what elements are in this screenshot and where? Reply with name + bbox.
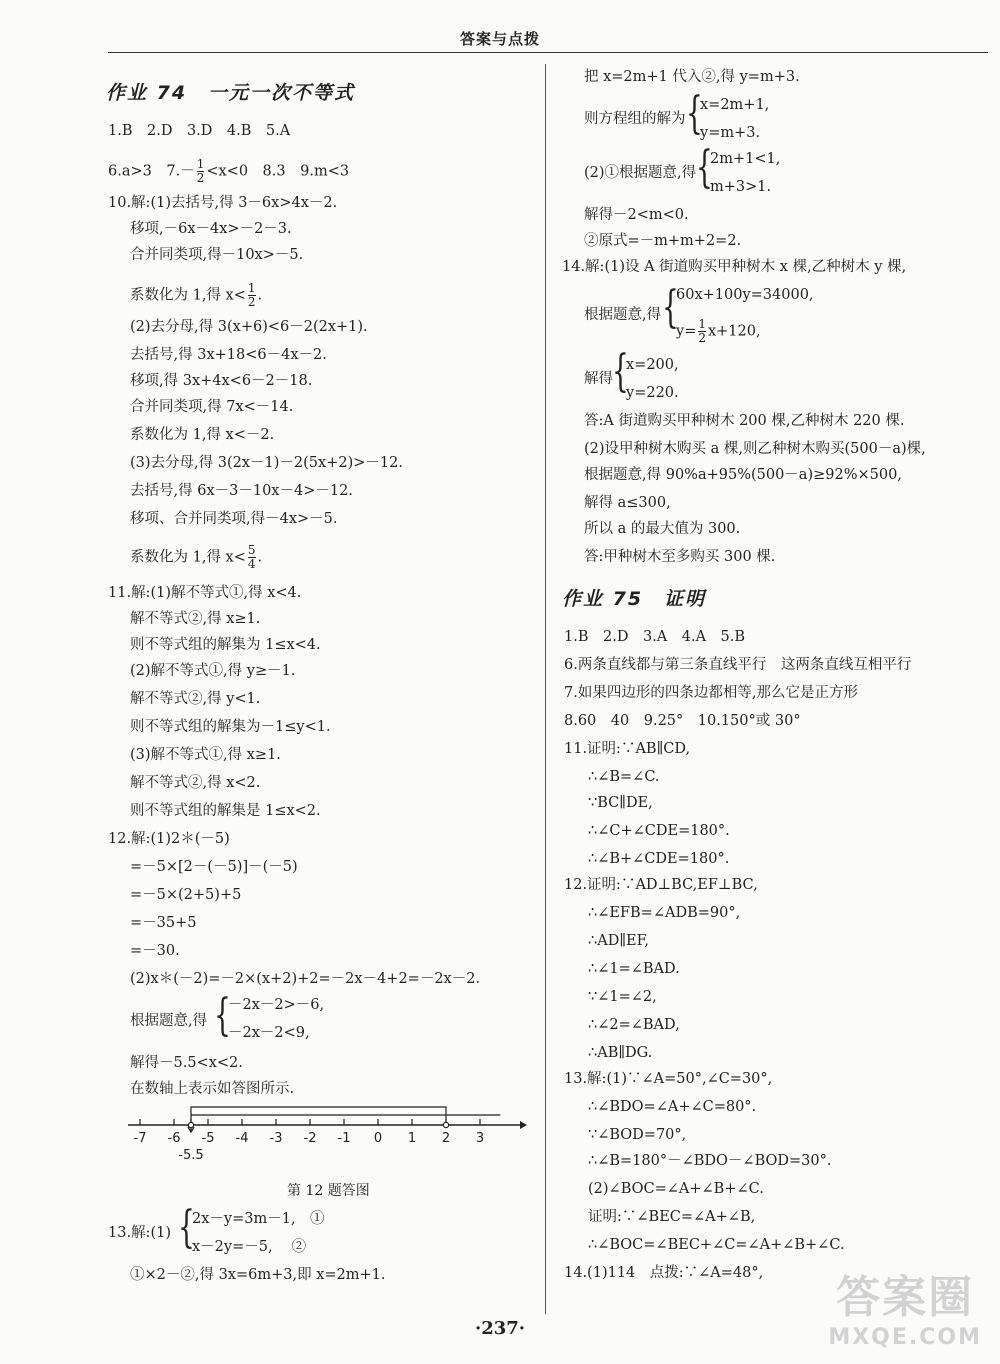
q14-line-5: (2)设甲种树木购买 a 棵,则乙种树木购买(500－a)棵, <box>584 441 926 457</box>
q10-line-1: 10.解:(1)去括号,得 3－6x>4x－2. <box>108 195 338 211</box>
q10-line-12: 移项、合并同类项,得－4x>－5. <box>130 511 338 527</box>
tick-label: 0 <box>373 1131 383 1146</box>
q14-system-eq-1: 60x+100y=34000, <box>676 287 814 303</box>
system-brace: { <box>662 282 679 333</box>
endpoint-label: -5.5 <box>178 1148 204 1163</box>
sec75-q14-line-1: 14.(1)114 点拨:∵∠A=48°, <box>564 1265 764 1281</box>
tick-label: -1 <box>337 1131 351 1146</box>
sec75-q13-line-7: ∴∠BOC=∠BEC+∠C=∠A+∠B+∠C. <box>588 1237 845 1253</box>
column-divider <box>545 64 546 1314</box>
sec75-q13-line-1: 13.解:(1)∵∠A=50°,∠C=30°, <box>564 1071 773 1087</box>
q10-line-5: (2)去分母,得 3(x+6)<6－2(2x+1). <box>130 319 368 335</box>
tick-label: 3 <box>475 1131 485 1146</box>
q12-line-6: (2)x＊(－2)=－2×(x+2)+2=－2x－4+2=－2x－2. <box>130 971 481 987</box>
fraction: $\frac{1}{2}$ <box>196 157 205 185</box>
r-system2-eq-2: m+3>1. <box>710 179 772 195</box>
watermark-logo: 答案圈 <box>836 1272 975 1323</box>
q11-line-1: 11.解:(1)解不等式①,得 x<4. <box>108 585 302 601</box>
q13-system-eq-1: 2x－y=3m－1, ① <box>192 1211 325 1227</box>
r-line-1: 把 x=2m+1 代入②,得 y=m+3. <box>584 69 800 85</box>
q10-line-2: 移项,－6x－4x>－2－3. <box>130 221 292 237</box>
sec75-q11-line-3: ∵BC∥DE, <box>588 795 653 811</box>
q12-system-eq-1: －2x－2>－6, <box>228 997 325 1013</box>
q14-system-eq-2: y= $\frac{1}{2}$ x+120, <box>676 317 761 345</box>
sec75-q12-line-3: ∴AD∥EF, <box>588 933 650 949</box>
solution-interval-1 <box>191 1107 446 1125</box>
sec75-q13-line-6: 证明:∵∠BEC=∠A+∠B, <box>588 1209 756 1225</box>
q14-line-8: 所以 a 的最大值为 300. <box>584 521 741 537</box>
q11-line-2: 解不等式②,得 x≥1. <box>130 611 261 627</box>
sec75-q12-line-5: ∵∠1=∠2, <box>588 989 657 1005</box>
r-line-4: 解得－2<m<0. <box>584 207 689 223</box>
figure-caption: 第 12 题答图 <box>287 1183 370 1199</box>
sec75-q11-line-5: ∴∠B+∠CDE=180°. <box>588 851 730 867</box>
sec75-q13-line-4: ∴∠B=180°－∠BDO－∠BOD=30°. <box>588 1153 832 1169</box>
fraction: $\frac{1}{2}$ <box>247 281 256 309</box>
fraction: $\frac{5}{4}$ <box>247 543 256 571</box>
tick-label: -3 <box>269 1131 283 1146</box>
sec75-q11-line-1: 11.证明:∵AB∥CD, <box>564 741 691 757</box>
r-system-eq-1: x=2m+1, <box>700 97 770 113</box>
q11-line-8: 解不等式②,得 x<2. <box>130 775 261 791</box>
q11-line-4: (2)解不等式①,得 y≥－1. <box>130 663 296 679</box>
tick-label: -5 <box>201 1131 215 1146</box>
q10-line-6: 去括号,得 3x+18<6－4x－2. <box>130 347 327 363</box>
q13-line-1: 13.解:(1) <box>108 1225 171 1241</box>
sec75-q13-line-3: ∵∠BOD=70°, <box>588 1127 687 1143</box>
r-system2-eq-1: 2m+1<1, <box>710 151 781 167</box>
tick-label: -6 <box>167 1131 181 1146</box>
tick-label: -4 <box>235 1131 249 1146</box>
q12-line-7: 根据题意,得 <box>130 1013 208 1029</box>
q14-line-4: 答:A 街道购买甲种树木 200 棵,乙种树木 220 棵. <box>584 413 905 429</box>
system-brace: { <box>686 88 703 139</box>
sec75-q12-line-6: ∴∠2=∠BAD, <box>588 1017 680 1033</box>
q12-line-9: 在数轴上表示如答图所示. <box>130 1081 295 1097</box>
sec75-answers-1-5: 1.B 2.D 3.A 4.A 5.B <box>564 629 746 645</box>
sec75-q11-line-2: ∴∠B=∠C. <box>588 769 660 785</box>
q10-line-10: (3)去分母,得 3(2x－1)－2(5x+2)>－12. <box>130 455 403 471</box>
q14-line-1: 14.解:(1)设 A 街道购买甲种树木 x 棵,乙种树木 y 棵, <box>562 259 907 275</box>
r-system-eq-2: y=m+3. <box>700 125 761 141</box>
q12-line-1: 12.解:(1)2＊(－5) <box>108 831 230 847</box>
system-brace: { <box>214 990 231 1041</box>
page-number: ·237· <box>474 1318 526 1339</box>
watermark <box>828 1261 982 1350</box>
sec75-q12-line-1: 12.证明:∵AD⊥BC,EF⊥BC, <box>564 877 758 893</box>
sec75-q13-line-5: (2)∠BOC=∠A+∠B+∠C. <box>588 1181 764 1197</box>
header-rule <box>108 52 988 53</box>
q14-solution-2: y=220. <box>626 385 679 401</box>
system-brace: { <box>612 346 629 397</box>
q14-solution-1: x=200, <box>626 357 679 373</box>
q14-line-2: 根据题意,得 <box>584 307 662 323</box>
q12-line-8: 解得－5.5<x<2. <box>130 1055 243 1071</box>
sec75-q12-line-7: ∴AB∥DG. <box>588 1045 653 1061</box>
q11-line-3: 则不等式组的解集为 1≤x<4. <box>130 637 321 653</box>
q10-line-3: 合并同类项,得－10x>－5. <box>130 247 304 263</box>
sec75-answer-6: 6.两条直线都与第三条直线平行 这两条直线互相平行 <box>564 657 912 673</box>
r-line-5: ②原式=－m+m+2=2. <box>584 233 742 249</box>
fraction: $\frac{1}{2}$ <box>698 317 706 345</box>
q11-line-6: 则不等式组的解集为－1≤y<1. <box>130 719 331 735</box>
open-endpoint <box>188 1122 193 1127</box>
q12-line-4: =－35+5 <box>130 915 197 931</box>
sec75-q12-line-4: ∴∠1=∠BAD. <box>588 961 680 977</box>
q14-line-3: 解得 <box>584 371 613 387</box>
q14-line-9: 答:甲种树木至多购买 300 棵. <box>584 549 776 565</box>
q14-line-7: 解得 a≤300, <box>584 495 671 511</box>
sec75-q11-line-4: ∴∠C+∠CDE=180°. <box>588 823 730 839</box>
tick-label: 1 <box>407 1131 417 1146</box>
answers-1-5: 1.B 2.D 3.D 4.B 5.A <box>108 123 291 139</box>
section-75-title: 作业 75 证明 <box>562 588 707 610</box>
section-74-title: 作业 74 一元一次不等式 <box>106 82 356 104</box>
q11-line-9: 则不等式组的解集是 1≤x<2. <box>130 803 321 819</box>
r-line-2: 则方程组的解为 <box>584 111 686 127</box>
q10-line-11: 去括号,得 6x－3－10x－4>－12. <box>130 483 353 499</box>
q10-line-8: 合并同类项,得 7x<－14. <box>130 399 294 415</box>
tick-label: -2 <box>303 1131 317 1146</box>
q12-line-3: =－5×(2+5)+5 <box>130 887 242 903</box>
answers-6-9: 6.a>3 7.－ $\frac{1}{2}$ <x<0 8.3 9.m<3 <box>108 157 350 185</box>
tick-label: 2 <box>441 1131 451 1146</box>
system-brace: { <box>696 142 713 193</box>
q12-line-5: =－30. <box>130 943 180 959</box>
page-header: 答案与点拨 <box>459 30 540 48</box>
sec75-answers-8-10: 8.60 40 9.25° 10.150°或 30° <box>564 713 801 729</box>
q10-line-13: 系数化为 1,得 x< $\frac{5}{4}$ . <box>130 543 263 571</box>
number-line-arrow <box>520 1121 527 1129</box>
sec75-q13-line-2: ∴∠BDO=∠A+∠C=80°. <box>588 1099 757 1115</box>
r-line-3: (2)①根据题意,得 <box>584 165 697 181</box>
q10-line-4: 系数化为 1,得 x< $\frac{1}{2}$ . <box>130 281 263 309</box>
q12-system-eq-2: －2x－2<9, <box>228 1025 310 1041</box>
system-brace: { <box>178 1202 195 1253</box>
q10-line-7: 移项,得 3x+4x<6－2－18. <box>130 373 313 389</box>
sec75-answer-7: 7.如果四边形的四条边都相等,那么它是正方形 <box>564 685 858 701</box>
q13-line-2: ①×2－②,得 3x=6m+3,即 x=2m+1. <box>130 1267 386 1283</box>
q13-system-eq-2: x－2y=－5, ② <box>192 1239 307 1255</box>
open-endpoint <box>443 1122 448 1127</box>
tick-label: -7 <box>133 1131 147 1146</box>
number-line-figure <box>120 1098 530 1170</box>
q14-line-6: 根据题意,得 90%a+95%(500－a)≥92%×500, <box>584 467 902 483</box>
q11-line-7: (3)解不等式①,得 x≥1. <box>130 747 281 763</box>
watermark-url: MXQE.COM <box>828 1325 982 1350</box>
q12-line-2: =－5×[2－(－5)]－(－5) <box>130 859 298 875</box>
q10-line-9: 系数化为 1,得 x<－2. <box>130 427 275 443</box>
q11-line-5: 解不等式②,得 y<1. <box>130 691 261 707</box>
sec75-q12-line-2: ∴∠EFB=∠ADB=90°, <box>588 905 741 921</box>
